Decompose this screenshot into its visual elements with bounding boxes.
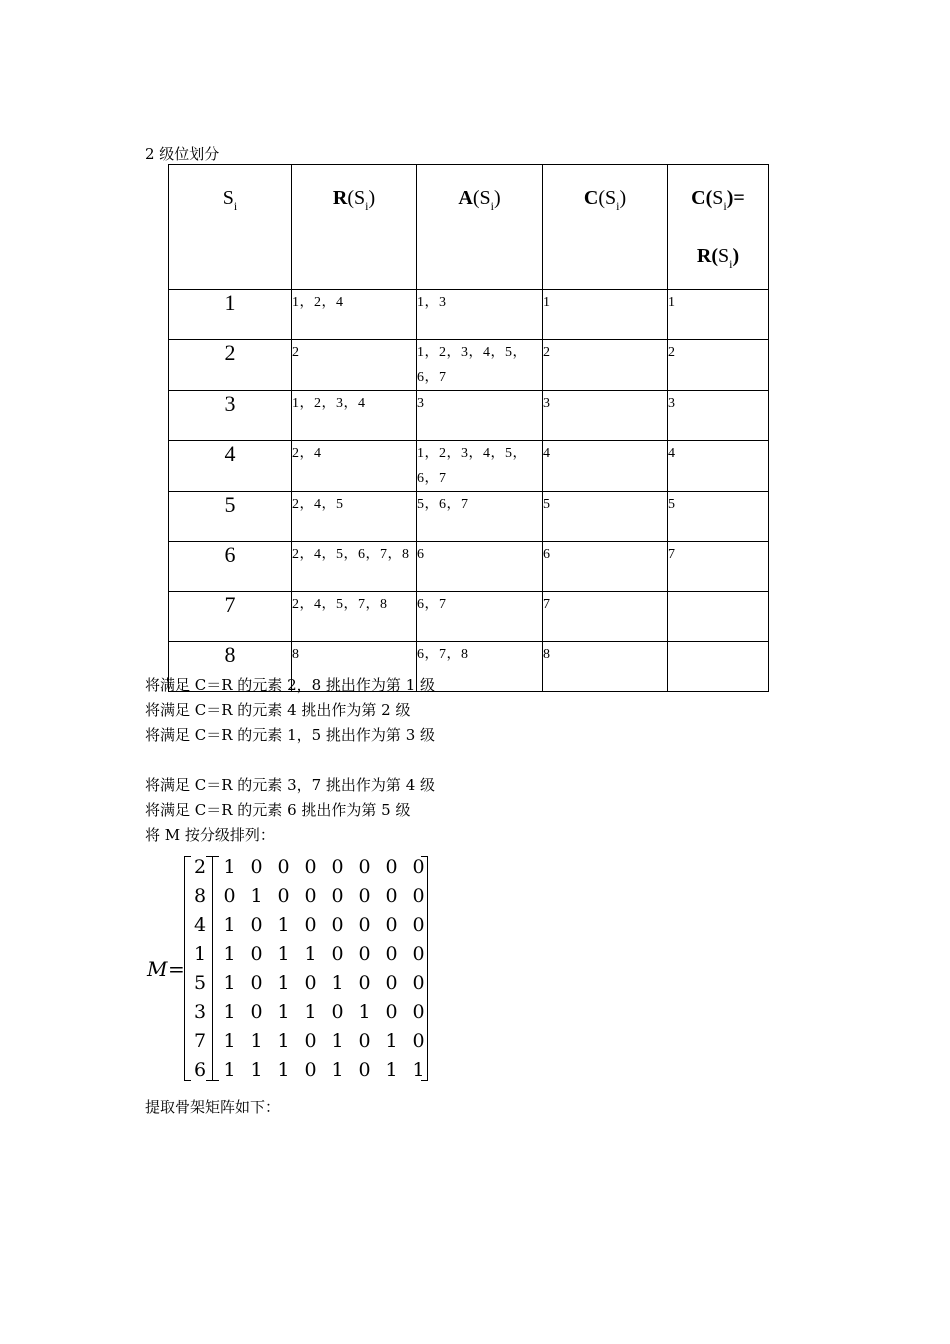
row-si-cell: 2 bbox=[169, 340, 292, 391]
note-line: 将满足 C＝R 的元素 6 挑出作为第 5 级 bbox=[145, 801, 411, 819]
matrix-cell: 1 bbox=[385, 1030, 398, 1052]
header-c: $C(S_i)$ bbox=[543, 165, 668, 290]
matrix-cell: 1 bbox=[277, 1059, 290, 1081]
row-cr-cell: 1 bbox=[668, 290, 769, 340]
row-a-cell: 1，3 bbox=[417, 290, 543, 340]
matrix-cell: 0 bbox=[385, 1001, 398, 1023]
matrix-row bbox=[190, 998, 432, 1027]
matrix-cell: 1 bbox=[250, 1030, 263, 1052]
row-r-cell: 2，4，5，6，7，8 bbox=[292, 542, 417, 592]
row-r-cell: 8 bbox=[292, 642, 417, 692]
row-a-cell: 6，7 bbox=[417, 592, 543, 642]
matrix-cell: 1 bbox=[331, 972, 344, 994]
matrix-cell: 0 bbox=[412, 943, 425, 965]
matrix-cell: 0 bbox=[385, 856, 398, 878]
matrix-cell: 0 bbox=[331, 856, 344, 878]
matrix-cell: 0 bbox=[304, 885, 317, 907]
header-r: $R(S_i)$ bbox=[292, 165, 417, 290]
row-cr-cell: 5 bbox=[668, 492, 769, 542]
matrix-cell: 1 bbox=[331, 1059, 344, 1081]
row-r-cell: 2，4 bbox=[292, 441, 417, 492]
row-r-cell: 2 bbox=[292, 340, 417, 391]
row-cr-cell: 3 bbox=[668, 391, 769, 441]
matrix-cell: 0 bbox=[250, 943, 263, 965]
matrix-cell: 0 bbox=[250, 914, 263, 936]
matrix-cell: 1 bbox=[223, 1030, 236, 1052]
matrix-cell: 1 bbox=[223, 1059, 236, 1081]
row-c-cell: 5 bbox=[543, 492, 668, 542]
matrix-row bbox=[190, 969, 432, 998]
matrix-row-label: 2 bbox=[193, 856, 207, 878]
matrix-row-label: 3 bbox=[193, 1001, 207, 1023]
note-line: 将 M 按分级排列： bbox=[145, 826, 275, 844]
row-a-cell: 1，2，3，4，5，6，7 bbox=[417, 441, 543, 492]
row-si-cell: 3 bbox=[169, 391, 292, 441]
header-si: $S_i$ bbox=[169, 165, 292, 290]
matrix-cell: 0 bbox=[304, 914, 317, 936]
matrix-cell: 0 bbox=[223, 885, 236, 907]
row-cr-cell: 7 bbox=[668, 542, 769, 592]
row-si-cell: 1 bbox=[169, 290, 292, 340]
matrix-cell: 0 bbox=[412, 914, 425, 936]
table-row bbox=[169, 492, 769, 542]
matrix-cell: 0 bbox=[304, 972, 317, 994]
note-line: 将满足 C＝R 的元素 2，8 挑出作为第 1 级 bbox=[145, 676, 436, 694]
matrix-cell: 1 bbox=[277, 1030, 290, 1052]
matrix-cell: 0 bbox=[412, 972, 425, 994]
matrix-cell: 0 bbox=[304, 856, 317, 878]
matrix-cell: 0 bbox=[358, 914, 371, 936]
row-a-cell: 3 bbox=[417, 391, 543, 441]
matrix-label: M bbox=[147, 957, 168, 981]
matrix-row bbox=[190, 853, 432, 882]
row-c-cell: 7 bbox=[543, 592, 668, 642]
matrix-cell: 0 bbox=[331, 914, 344, 936]
matrix-cell: 1 bbox=[223, 943, 236, 965]
row-c-cell: 1 bbox=[543, 290, 668, 340]
matrix-row bbox=[190, 1027, 432, 1056]
matrix-cell: 1 bbox=[250, 1059, 263, 1081]
row-c-cell: 6 bbox=[543, 542, 668, 592]
matrix-cell: 1 bbox=[412, 1059, 425, 1081]
notes-block bbox=[145, 673, 435, 848]
matrix-cell: 1 bbox=[277, 972, 290, 994]
ordered-matrix bbox=[190, 853, 432, 1085]
row-r-cell: 2，4，5 bbox=[292, 492, 417, 542]
section-heading: 2 级位划分 bbox=[145, 145, 220, 163]
header-a: $A(S_i)$ bbox=[417, 165, 543, 290]
note-line: 将满足 C＝R 的元素 3，7 挑出作为第 4 级 bbox=[145, 776, 436, 794]
matrix-row-label: 6 bbox=[193, 1059, 207, 1081]
row-a-cell: 6 bbox=[417, 542, 543, 592]
table-row bbox=[169, 542, 769, 592]
row-si-cell: 4 bbox=[169, 441, 292, 492]
matrix-cell: 0 bbox=[358, 885, 371, 907]
row-cr-cell bbox=[668, 642, 769, 692]
matrix-row bbox=[190, 882, 432, 911]
matrix-cell: 0 bbox=[331, 1001, 344, 1023]
row-si-cell: 5 bbox=[169, 492, 292, 542]
table-row bbox=[169, 391, 769, 441]
matrix-cell: 0 bbox=[385, 914, 398, 936]
row-r-cell: 1，2，3，4 bbox=[292, 391, 417, 441]
matrix-cell: 0 bbox=[277, 856, 290, 878]
table-row bbox=[169, 340, 769, 391]
matrix-cell: 0 bbox=[331, 885, 344, 907]
matrix-cell: 0 bbox=[358, 1030, 371, 1052]
matrix-cell: 1 bbox=[277, 914, 290, 936]
row-si-cell: 7 bbox=[169, 592, 292, 642]
matrix-cell: 0 bbox=[358, 943, 371, 965]
matrix-cell: 0 bbox=[412, 1001, 425, 1023]
matrix-cell: 0 bbox=[385, 943, 398, 965]
matrix-equals: = bbox=[168, 957, 185, 981]
matrix-row-label: 4 bbox=[193, 914, 207, 936]
row-si-cell: 8 bbox=[169, 642, 292, 692]
row-r-cell: 2，4，5，7，8 bbox=[292, 592, 417, 642]
table-row bbox=[169, 592, 769, 642]
matrix-cell: 0 bbox=[304, 1059, 317, 1081]
table-header-row bbox=[169, 165, 769, 290]
matrix-cell: 0 bbox=[385, 972, 398, 994]
row-si-cell: 6 bbox=[169, 542, 292, 592]
table-row bbox=[169, 290, 769, 340]
reachability-table bbox=[168, 164, 769, 692]
matrix-cell: 0 bbox=[304, 1030, 317, 1052]
matrix-row-label: 1 bbox=[193, 943, 207, 965]
row-cr-cell: 4 bbox=[668, 441, 769, 492]
table-row bbox=[169, 441, 769, 492]
matrix-row-label: 7 bbox=[193, 1030, 207, 1052]
matrix-cell: 0 bbox=[277, 885, 290, 907]
matrix-row-label: 5 bbox=[193, 972, 207, 994]
matrix-cell: 1 bbox=[250, 885, 263, 907]
row-cr-cell: 2 bbox=[668, 340, 769, 391]
matrix-row-label: 8 bbox=[193, 885, 207, 907]
matrix-cell: 1 bbox=[277, 943, 290, 965]
row-c-cell: 4 bbox=[543, 441, 668, 492]
matrix-cell: 0 bbox=[250, 856, 263, 878]
matrix-cell: 1 bbox=[223, 972, 236, 994]
header-c-equals-r: $C(S_i)=$ $R(S_i)$ bbox=[668, 165, 769, 290]
matrix-cell: 0 bbox=[358, 856, 371, 878]
row-c-cell: 2 bbox=[543, 340, 668, 391]
matrix-cell: 0 bbox=[412, 856, 425, 878]
matrix-cell: 1 bbox=[223, 914, 236, 936]
matrix-cell: 1 bbox=[277, 1001, 290, 1023]
matrix-cell: 0 bbox=[358, 1059, 371, 1081]
row-c-cell: 8 bbox=[543, 642, 668, 692]
matrix-cell: 1 bbox=[331, 1030, 344, 1052]
matrix-cell: 1 bbox=[304, 1001, 317, 1023]
matrix-cell: 0 bbox=[331, 943, 344, 965]
matrix-cell: 0 bbox=[385, 885, 398, 907]
row-a-cell: 6，7，8 bbox=[417, 642, 543, 692]
matrix-cell: 0 bbox=[250, 972, 263, 994]
note-line: 将满足 C＝R 的元素 1，5 挑出作为第 3 级 bbox=[145, 726, 436, 744]
matrix-cell: 1 bbox=[223, 856, 236, 878]
row-c-cell: 3 bbox=[543, 391, 668, 441]
note-line: 将满足 C＝R 的元素 4 挑出作为第 2 级 bbox=[145, 701, 411, 719]
matrix-cell: 1 bbox=[358, 1001, 371, 1023]
matrix-row bbox=[190, 911, 432, 940]
matrix-cell: 1 bbox=[385, 1059, 398, 1081]
matrix-cell: 0 bbox=[358, 972, 371, 994]
row-a-cell: 5，6，7 bbox=[417, 492, 543, 542]
row-cr-cell bbox=[668, 592, 769, 642]
skeleton-matrix-caption: 提取骨架矩阵如下： bbox=[145, 1098, 281, 1116]
row-a-cell: 1，2，3，4，5，6，7 bbox=[417, 340, 543, 391]
matrix-cell: 1 bbox=[304, 943, 317, 965]
matrix-cell: 1 bbox=[223, 1001, 236, 1023]
matrix-cell: 0 bbox=[412, 885, 425, 907]
matrix-cell: 0 bbox=[412, 1030, 425, 1052]
row-r-cell: 1，2，4 bbox=[292, 290, 417, 340]
matrix-row bbox=[190, 1056, 432, 1085]
matrix-cell: 0 bbox=[250, 1001, 263, 1023]
matrix-row bbox=[190, 940, 432, 969]
